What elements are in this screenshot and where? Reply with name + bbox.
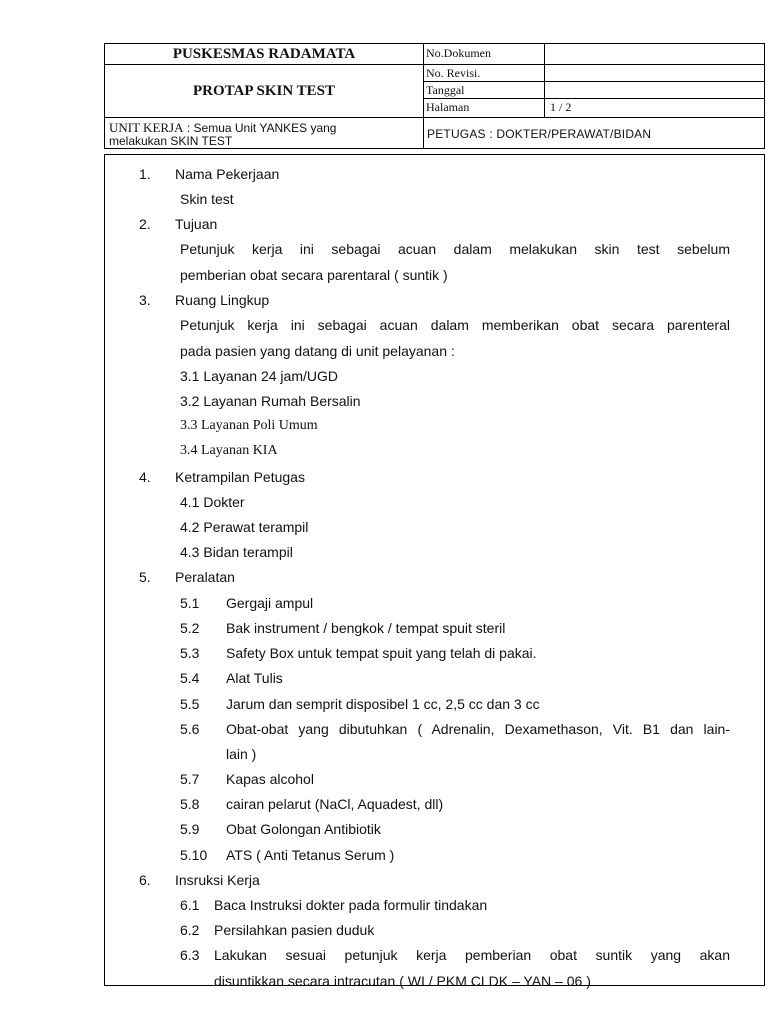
unit-kerja	[105, 118, 423, 150]
unit-kerja-label: UNIT KERJA	[109, 120, 184, 135]
list-item-number: 5.9	[180, 821, 200, 837]
list-item: Baca Instruksi dokter pada formulir tindakan	[214, 897, 488, 913]
document-title: PROTAP SKIN TEST	[193, 83, 335, 99]
section-title: Nama Pekerjaan	[175, 166, 280, 182]
list-item-number: 5.5	[180, 696, 200, 712]
meta-label-tanggal: Tanggal	[426, 83, 465, 97]
list-item-number: 6.2	[180, 922, 200, 938]
meta-value-halaman: 1 / 2	[550, 100, 572, 114]
list-item-justified: Lakukan sesuai petunjuk kerja pemberian obat suntik yang akan	[214, 947, 730, 963]
list-item: Bak instrument / bengkok / tempat spuit steril	[226, 620, 506, 636]
section-number: 3.	[139, 292, 151, 308]
unit-kerja-text-2: melakukan SKIN TEST	[109, 134, 233, 148]
list-item-number: 5.10	[180, 847, 208, 863]
meta-value-tanggal	[544, 82, 765, 98]
list-item: 3.2 Layanan Rumah Bersalin	[180, 393, 361, 409]
section-number: 2.	[139, 216, 151, 232]
list-item-number: 6.3	[180, 947, 200, 963]
section-title: Peralatan	[175, 569, 235, 585]
list-item: Kapas alcohol	[226, 771, 314, 787]
list-item-number: 5.8	[180, 796, 200, 812]
section-number: 6.	[139, 872, 151, 888]
list-item-number: 5.7	[180, 771, 200, 787]
section-title: Ketrampilan Petugas	[175, 469, 305, 485]
list-item: 3.4 Layanan KIA	[180, 443, 278, 458]
list-item: 3.1 Layanan 24 jam/UGD	[180, 368, 338, 384]
section-text: pemberian obat secara parentaral ( suntik )	[180, 267, 448, 283]
section-title: Insruksi Kerja	[175, 872, 260, 888]
list-item-continued: disuntikkan secara intracutan ( WI / PKM CLDK – YAN – 06 )	[214, 973, 591, 989]
list-item: Obat Golongan Antibiotik	[226, 821, 381, 837]
meta-label-no-dokumen: No.Dokumen	[426, 46, 491, 60]
section-number: 4.	[139, 469, 151, 485]
facility-name: PUSKESMAS RADAMATA	[172, 46, 356, 62]
petugas: PETUGAS : DOKTER/PERAWAT/BIDAN	[427, 127, 652, 141]
list-item-number: 5.6	[180, 721, 200, 737]
section-number: 5.	[139, 569, 151, 585]
meta-value-no-dokumen	[544, 45, 765, 64]
section-title: Tujuan	[175, 216, 218, 232]
unit-kerja-text: : Semua Unit YANKES yang	[183, 121, 337, 135]
list-item: Gergaji ampul	[226, 595, 314, 611]
list-item: Jarum dan semprit disposibel 1 cc, 2,5 cc dan 3 cc	[226, 696, 540, 712]
list-item: 4.1 Dokter	[180, 494, 245, 510]
list-item-number: 6.1	[180, 897, 200, 913]
list-item-number: 5.1	[180, 595, 200, 611]
list-item-number: 5.3	[180, 645, 200, 661]
meta-label-no-revisi: No. Revisi.	[426, 66, 481, 80]
section-text: Skin test	[180, 191, 234, 207]
list-item: ATS ( Anti Tetanus Serum )	[226, 847, 395, 863]
section-text: pada pasien yang datang di unit pelayanan :	[180, 343, 455, 359]
list-item-number: 5.2	[180, 620, 200, 636]
list-item-continued: lain )	[226, 746, 257, 762]
section-title: Ruang Lingkup	[175, 292, 270, 308]
list-item-number: 5.4	[180, 670, 200, 686]
list-item-justified: Obat-obat yang dibutuhkan ( Adrenalin, Dexamethason, Vit. B1 dan lain-	[226, 721, 730, 737]
section-text-justified: Petunjuk kerja ini sebagai acuan dalam memberikan obat secara parenteral	[180, 317, 730, 333]
list-item: Safety Box untuk tempat spuit yang telah di pakai.	[226, 645, 537, 661]
document-header-table	[104, 43, 765, 149]
meta-label-halaman: Halaman	[426, 100, 470, 114]
list-item: Alat Tulis	[226, 670, 283, 686]
list-item: Persilahkan pasien duduk	[214, 922, 375, 938]
list-item: 4.2 Perawat terampil	[180, 519, 309, 535]
list-item: 3.3 Layanan Poli Umum	[180, 418, 318, 433]
list-item: 4.3 Bidan terampil	[180, 544, 293, 560]
meta-value-no-revisi	[544, 65, 765, 81]
section-number: 1.	[139, 166, 151, 182]
section-text-justified: Petunjuk kerja ini sebagai acuan dalam melakukan skin test sebelum	[180, 241, 730, 257]
list-item: cairan pelarut (NaCl, Aquadest, dll)	[226, 796, 444, 812]
